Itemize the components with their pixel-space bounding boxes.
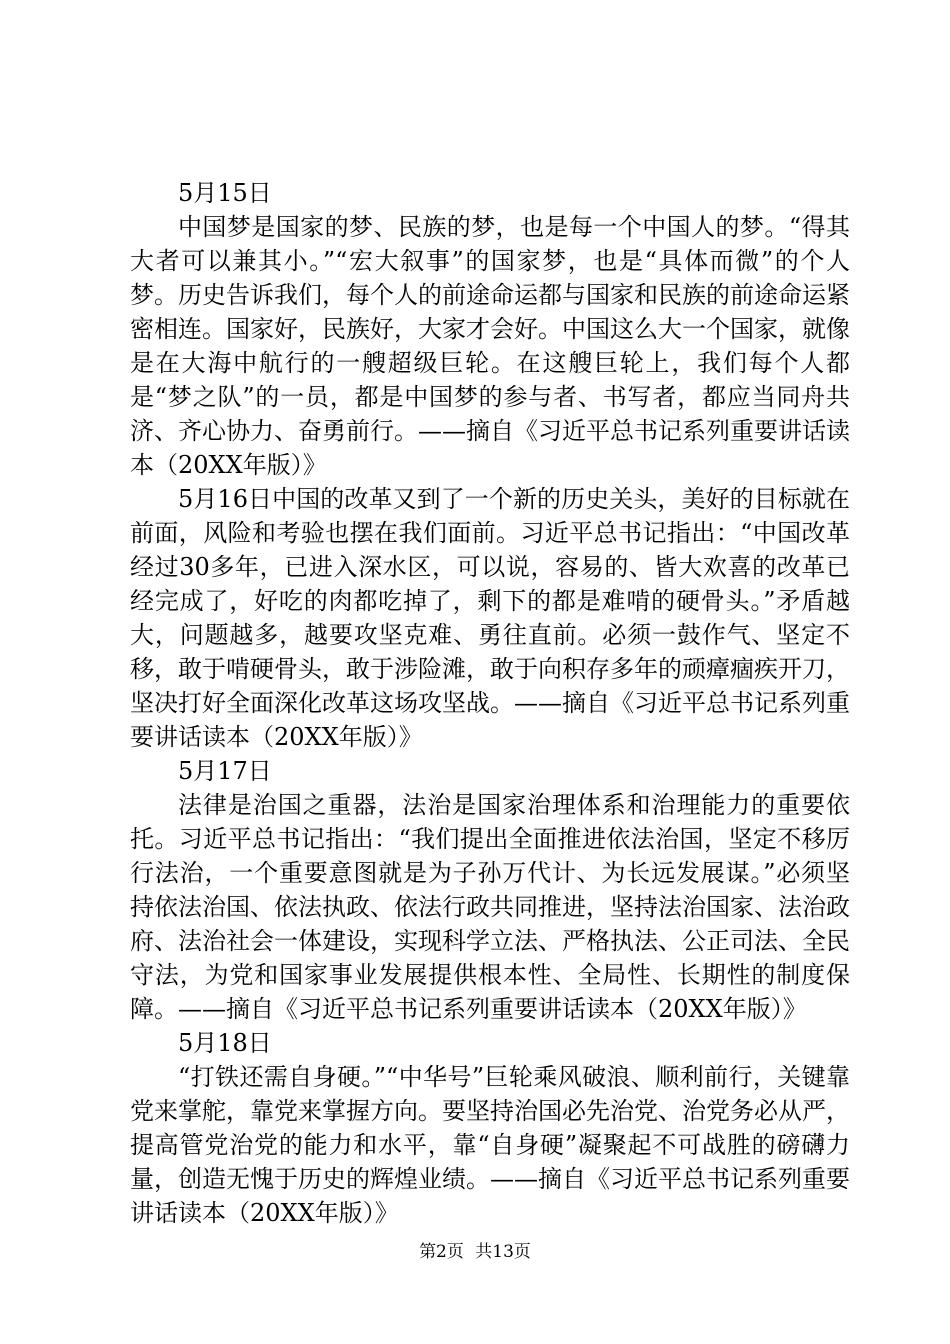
page-total: 共13页 [475, 1242, 531, 1262]
entry-date: 5月17日 [178, 757, 272, 785]
entry-paragraph: 中国梦是国家的梦、民族的梦，也是每一个中国人的梦。“得其大者可以兼其小。”“宏大叙事”的国家梦，也是“具体而微”的个人梦。历史告诉我们，每个人的前途命运都与国家和民族的前途命运紧密相连。国家好，民族好，大家才会好。中国这么大一个国家，就像是在大海中航行的一艘超级巨轮。在这艘巨轮上，我们每个人都是“梦之队”的一员，都是中国梦的参与者、书写者，都应当同舟共济、齐心协力、奋勇前行。——摘自《习近平总书记系列重要讲话读本（20XX年版）》 [130, 213, 850, 479]
page-footer [0, 1241, 950, 1263]
entry-date: 5月15日 [178, 179, 272, 207]
entry-date: 5月16日 [178, 485, 273, 513]
document-body [130, 176, 850, 1230]
entry-paragraph: “打铁还需自身硬。”“中华号”巨轮乘风破浪、顺利前行，关键靠党来掌舵，靠党来掌握方向。要坚持治国必先治党、治党务必从严，提高管党治党的能力和水平，靠“自身硬”凝聚起不可战胜的磅礴力量，创造无愧于历史的辉煌业绩。——摘自《习近平总书记系列重要讲话读本（20XX年版）》 [130, 1063, 850, 1227]
entry-text: 中国的改革又到了一个新的历史关头，美好的目标就在前面，风险和考验也摆在我们面前。习近平总书记指出：“中国改革经过30多年，已进入深水区，可以说，容易的、皆大欢喜的改革已经完成了，好吃的肉都吃掉了，剩下的都是难啃的硬骨头。”矛盾越大，问题越多，越要攻坚克难、勇往直前。必须一鼓作气、坚定不移，敢于啃硬骨头，敢于涉险滩，敢于向积存多年的顽瘴痼疾开刀，坚决打好全面深化改革这场攻坚战。——摘自《习近平总书记系列重要讲话读本（20XX年版）》 [130, 485, 851, 751]
page-number: 第2页 [419, 1242, 464, 1262]
entry-paragraph-with-date [130, 482, 850, 754]
entry-date: 5月18日 [178, 1029, 272, 1057]
entry-paragraph: 法律是治国之重器，法治是国家治理体系和治理能力的重要依托。习近平总书记指出：“我们提出全面推进依法治国，坚定不移厉行法治，一个重要意图就是为子孙万代计、为长远发展谋。”必须坚持依法治国、依法执政、依法行政共同推进，坚持法治国家、法治政府、法治社会一体建设，实现科学立法、严格执法、公正司法、全民守法，为党和国家事业发展提供根本性、全局性、长期性的制度保障。——摘自《习近平总书记系列重要讲话读本（20XX年版）》 [130, 791, 850, 1023]
